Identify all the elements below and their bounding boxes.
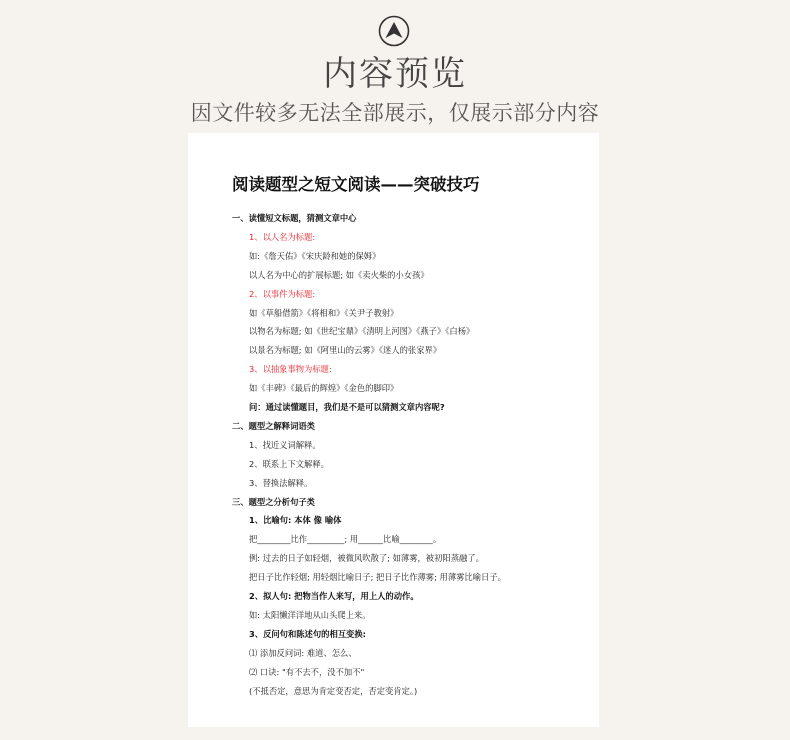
document-line: 以人名为中心的扩展标题; 如《卖火柴的小女孩》 [249, 269, 429, 280]
document-line: ⑴ 添加反问词: 难道、怎么、 [249, 647, 357, 658]
document-line: 3、替换法解释。 [249, 477, 313, 488]
section-heading: 三、题型之分析句子类 [232, 496, 315, 507]
document-line: 把日子比作轻烟; 用轻烟比喻日子; 把日子比作薄雾; 用薄雾比喻日子。 [249, 572, 506, 583]
document-line: 如《草船借箭》《将相和》《关尹子教射》 [249, 307, 399, 318]
document-line: 2、拟人句: 把物当作人来写，用上人的动作。 [249, 591, 419, 601]
page-subtitle: 因文件较多无法全部展示，仅展示部分内容 [190, 101, 600, 125]
document-line: 例: 过去的日子如轻烟，被微风吹散了; 如薄雾，被初阳蒸融了。 [249, 553, 484, 564]
document-line: 以景名为标题; 如《阿里山的云雾》《迷人的张家界》 [249, 345, 442, 356]
document-line: 如《丰碑》《最后的辉煌》《金色的脚印》 [249, 383, 399, 394]
document-line: 2、联系上下文解释。 [249, 458, 329, 469]
document-line: 1、比喻句: 本体 像 喻体 [249, 515, 342, 526]
document-line: 如:《詹天佑》《宋庆龄和她的保姆》 [249, 250, 381, 261]
document-line: 以物名为标题; 如《世纪宝鼎》《清明上河图》《燕子》《白杨》 [249, 326, 475, 337]
document-line: 1、找近义词解释。 [249, 439, 321, 450]
section-heading: 一、读懂短文标题，猜测文章中心 [232, 213, 357, 223]
up-arrow-circle-icon [378, 15, 410, 47]
page-title: 内容预览 [323, 54, 467, 94]
document-line: ⑵ 口诀: "有不去不，没不加不" [249, 666, 365, 677]
document-line: 2、以事件为标题: [249, 288, 316, 299]
document-line: 如: 太阳懒洋洋地从山头爬上来。 [249, 609, 371, 620]
document-preview [188, 133, 599, 727]
document-line: 3、以抽象事物为标题: [249, 364, 332, 375]
document-line: 1、以人名为标题: [249, 231, 316, 242]
document-line: (不抵否定，意思为肯定变否定，否定变肯定。) [249, 685, 418, 696]
section-heading: 二、题型之解释词语类 [232, 420, 315, 431]
document-line: 问：通过读懂题目，我们是不是可以猜测文章内容呢? [249, 402, 445, 412]
document-title: 阅读题型之短文阅读——突破技巧 [232, 175, 480, 194]
document-line: 把________比作_________; 用______比喻________。 [249, 534, 442, 545]
document-line: 3、反问句和陈述句的相互变换: [249, 628, 366, 639]
